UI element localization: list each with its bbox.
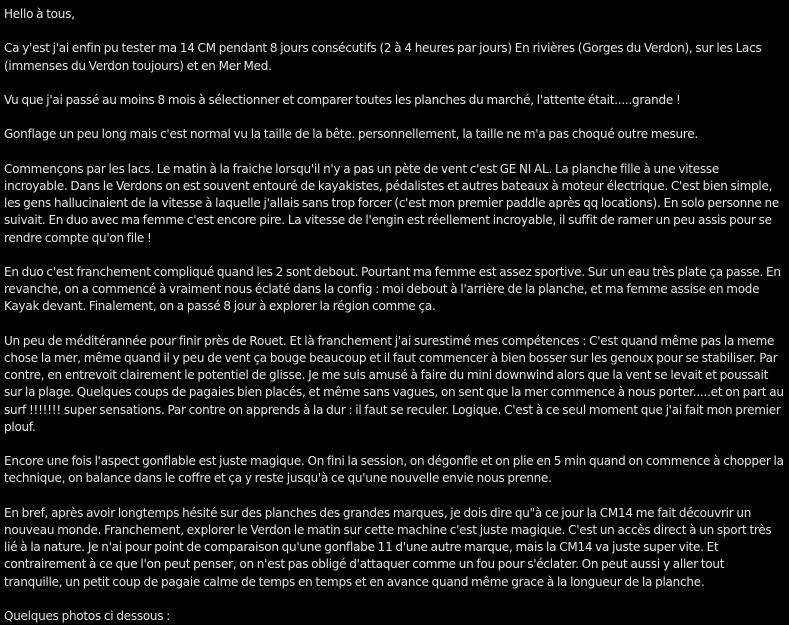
post-paragraph-inflation: Gonflage un peu long mais c'est normal vu la taille de la bête. personnellement, la taille ne m'a pas choqué outre mesure. <box>4 127 698 142</box>
post-paragraph-summary: En bref, après avoir longtemps hésité sur des planches des grandes marques, je dois dire qu"à ce jour la CM14 me fait découvrir un nouveau monde. Franchement, explorer le Verdon le matin sur cette machine c'est juste magique. C'est un accès direct à un sport très lié à la nature. Je n'ai pour point de comparaison qu'une gonflabe 11 d'une autre marque, mais la CM14 va juste super vite. Et contrairement à ce que l'on peut penser, on n'est pas obligé d'attaquer comme un fou pour s'éclater. On peut aussi y aller tout tranquille, un petit coup de pagaie calme de temps en temps et en avance quand même grace à la longueur de la planche. <box>4 505 772 589</box>
post-paragraph-intro: Ca y'est j'ai enfin pu tester ma 14 CM pendant 8 jours consécutifs (2 à 4 heures par jours) En rivières (Gorges du Verdon), sur les Lacs (immenses du Verdon toujours) et en Mer Med. <box>4 41 762 73</box>
post-paragraph-lakes: Commençons par les lacs. Le matin à la fraiche lorsqu'il n'y a pas un pète de vent c'est GE NI AL. La planche fille à une vitesse incroyable. Dans le Verdons on est souvent entouré de kayakistes, pédalistes et autres bateaux à moteur électrique. C'est bien simple, les gens hallucinaient de la vitesse à laquelle j'allais sans trop forcer (c'est mon premier paddle après qq locations). En solo personne ne suivait. En duo avec ma femme c'est encore pire. La vitesse de l'engin est réellement incroyable, il suffit de ramer un peu assis pour se rendre compte qu'on file ! <box>4 161 779 245</box>
post-paragraph-inflatable: Encore une fois l'aspect gonflable est juste magique. On fini la session, on dégonfle et on plie en 5 min quand on commence à chopper la technique, on balance dans le coffre et ça y reste jusqu'à ce qu'une nouvelle envie nous prenne. <box>4 454 784 486</box>
post-paragraph-sea: Un peu de méditérannée pour finir près de Rouet. Et là franchement j'ai surestimé mes compétences : C'est quand même pas la meme chose la mer, même quand il y peu de vent ça bouge beaucoup et il faut commencer à bien bosser sur les genoux pour se stabiliser. Par contre, en entrevoit clairement le potentiel de glisse. Je me suis amusé à faire du mini downwind alors que la vent se levait et poussait sur la plage. Quelques coups de pagaies bien placés, et même sans vagues, on sent que la mer commence à nous porter.....et on part au surf !!!!!!! super sensations. Par contre on apprends à la dur : il faut se reculer. Logique. C'est à ce seul moment que j'ai fait mon premier plouf. <box>4 333 784 434</box>
post-paragraph-duo: En duo c'est franchement compliqué quand les 2 sont debout. Pourtant ma femme est assez sportive. Sur un eau très plate ça passe. En revanche, on a commencé à vraiment nous éclaté dans la config : moi debout à l'arrière de la planche, et ma femme assise en mode Kayak devant. Finalement, on a passé 8 jour à explorer la région comme ça. <box>4 264 781 314</box>
post-paragraph-selection: Vu que j'ai passé au moins 8 mois à sélectionner et comparer toutes les planches du marché, l'attente était.....grande ! <box>4 92 681 107</box>
post-greeting: Hello à tous, <box>4 7 75 21</box>
post-closing: Quelques photos ci dessous : <box>4 608 171 623</box>
